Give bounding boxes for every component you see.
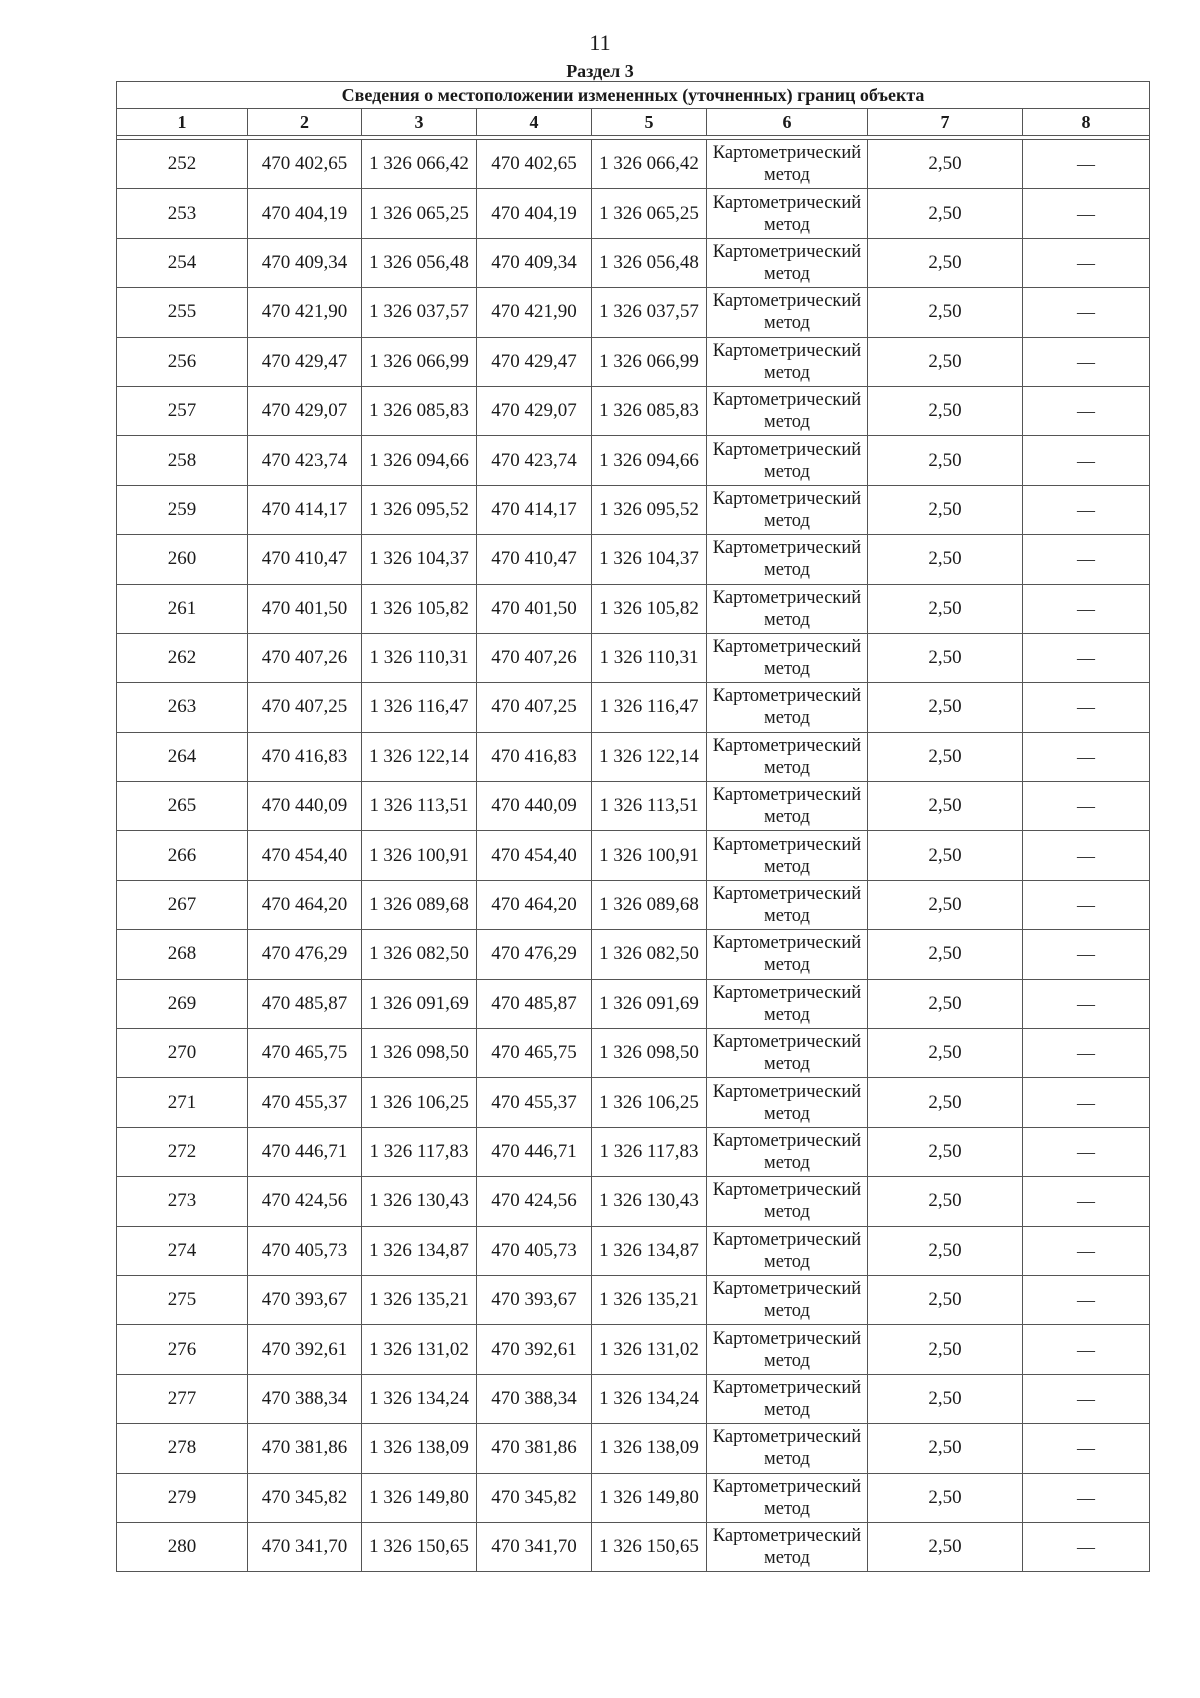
cell-refined-y: 1 326 056,48 — [592, 238, 707, 287]
table-row — [117, 1078, 1150, 1127]
cell-existing-y: 1 326 130,43 — [362, 1177, 477, 1226]
cell-description: — — [1023, 485, 1150, 534]
cell-existing-y: 1 326 089,68 — [362, 880, 477, 929]
cell-point-number: 259 — [117, 485, 248, 534]
cell-refined-x: 470 393,67 — [477, 1275, 592, 1324]
cell-existing-y: 1 326 110,31 — [362, 633, 477, 682]
cell-point-number: 255 — [117, 288, 248, 337]
section-title: Раздел 3 — [566, 61, 634, 81]
column-header-3: 3 — [362, 109, 477, 136]
cell-description: — — [1023, 1374, 1150, 1423]
cell-refined-y: 1 326 037,57 — [592, 288, 707, 337]
table-row — [117, 436, 1150, 485]
cell-accuracy: 2,50 — [868, 485, 1023, 534]
table-row — [117, 189, 1150, 238]
table-row — [117, 1275, 1150, 1324]
cell-existing-y: 1 326 134,87 — [362, 1226, 477, 1275]
table-row — [117, 1374, 1150, 1423]
cell-existing-x: 470 485,87 — [248, 979, 362, 1028]
cell-existing-x: 470 409,34 — [248, 238, 362, 287]
column-header-1: 1 — [117, 109, 248, 136]
cell-refined-x: 470 465,75 — [477, 1029, 592, 1078]
column-header-7: 7 — [868, 109, 1023, 136]
cell-description: — — [1023, 880, 1150, 929]
table-row — [117, 979, 1150, 1028]
cell-refined-x: 470 464,20 — [477, 880, 592, 929]
cell-existing-x: 470 405,73 — [248, 1226, 362, 1275]
cell-accuracy: 2,50 — [868, 584, 1023, 633]
table-row — [117, 1522, 1150, 1571]
table-row — [117, 930, 1150, 979]
cell-existing-x: 470 388,34 — [248, 1374, 362, 1423]
cell-existing-y: 1 326 134,24 — [362, 1374, 477, 1423]
cell-point-number: 257 — [117, 386, 248, 435]
cell-existing-y: 1 326 065,25 — [362, 189, 477, 238]
cell-method: Картометрический метод — [707, 1078, 868, 1127]
table-row — [117, 732, 1150, 781]
cell-existing-y: 1 326 082,50 — [362, 930, 477, 979]
cell-point-number: 256 — [117, 337, 248, 386]
cell-description: — — [1023, 633, 1150, 682]
cell-point-number: 258 — [117, 436, 248, 485]
cell-existing-x: 470 404,19 — [248, 189, 362, 238]
cell-existing-y: 1 326 095,52 — [362, 485, 477, 534]
cell-refined-y: 1 326 106,25 — [592, 1078, 707, 1127]
cell-point-number: 272 — [117, 1127, 248, 1176]
cell-accuracy: 2,50 — [868, 1029, 1023, 1078]
cell-accuracy: 2,50 — [868, 1424, 1023, 1473]
cell-existing-x: 470 381,86 — [248, 1424, 362, 1473]
cell-refined-y: 1 326 066,99 — [592, 337, 707, 386]
cell-description: — — [1023, 337, 1150, 386]
cell-method: Картометрический метод — [707, 189, 868, 238]
cell-existing-y: 1 326 150,65 — [362, 1522, 477, 1571]
cell-existing-x: 470 345,82 — [248, 1473, 362, 1522]
cell-method: Картометрический метод — [707, 1029, 868, 1078]
cell-refined-y: 1 326 089,68 — [592, 880, 707, 929]
table-row — [117, 782, 1150, 831]
table-row — [117, 288, 1150, 337]
column-header-5: 5 — [592, 109, 707, 136]
cell-existing-y: 1 326 113,51 — [362, 782, 477, 831]
cell-accuracy: 2,50 — [868, 979, 1023, 1028]
cell-description: — — [1023, 189, 1150, 238]
cell-description: — — [1023, 1127, 1150, 1176]
cell-accuracy: 2,50 — [868, 880, 1023, 929]
cell-point-number: 260 — [117, 535, 248, 584]
cell-existing-x: 470 464,20 — [248, 880, 362, 929]
cell-refined-y: 1 326 138,09 — [592, 1424, 707, 1473]
cell-description: — — [1023, 1522, 1150, 1571]
cell-refined-y: 1 326 065,25 — [592, 189, 707, 238]
cell-refined-y: 1 326 082,50 — [592, 930, 707, 979]
cell-refined-y: 1 326 100,91 — [592, 831, 707, 880]
cell-refined-x: 470 392,61 — [477, 1325, 592, 1374]
cell-refined-y: 1 326 131,02 — [592, 1325, 707, 1374]
cell-refined-x: 470 409,34 — [477, 238, 592, 287]
cell-accuracy: 2,50 — [868, 1522, 1023, 1571]
cell-refined-y: 1 326 066,42 — [592, 140, 707, 189]
cell-refined-y: 1 326 150,65 — [592, 1522, 707, 1571]
cell-method: Картометрический метод — [707, 1177, 868, 1226]
cell-accuracy: 2,50 — [868, 782, 1023, 831]
cell-existing-x: 470 407,26 — [248, 633, 362, 682]
table-row — [117, 535, 1150, 584]
cell-existing-x: 470 446,71 — [248, 1127, 362, 1176]
cell-refined-x: 470 407,26 — [477, 633, 592, 682]
cell-refined-x: 470 429,47 — [477, 337, 592, 386]
cell-existing-y: 1 326 091,69 — [362, 979, 477, 1028]
cell-description: — — [1023, 1029, 1150, 1078]
cell-description: — — [1023, 140, 1150, 189]
table-row — [117, 485, 1150, 534]
cell-accuracy: 2,50 — [868, 189, 1023, 238]
boundary-coordinates-table — [116, 81, 1150, 1572]
cell-existing-y: 1 326 135,21 — [362, 1275, 477, 1324]
cell-refined-y: 1 326 117,83 — [592, 1127, 707, 1176]
cell-point-number: 261 — [117, 584, 248, 633]
cell-refined-x: 470 454,40 — [477, 831, 592, 880]
cell-accuracy: 2,50 — [868, 140, 1023, 189]
cell-existing-x: 470 454,40 — [248, 831, 362, 880]
cell-refined-y: 1 326 134,24 — [592, 1374, 707, 1423]
cell-existing-y: 1 326 098,50 — [362, 1029, 477, 1078]
cell-point-number: 268 — [117, 930, 248, 979]
cell-refined-y: 1 326 130,43 — [592, 1177, 707, 1226]
cell-method: Картометрический метод — [707, 782, 868, 831]
cell-method: Картометрический метод — [707, 337, 868, 386]
cell-point-number: 264 — [117, 732, 248, 781]
cell-point-number: 266 — [117, 831, 248, 880]
cell-refined-x: 470 405,73 — [477, 1226, 592, 1275]
cell-existing-y: 1 326 066,42 — [362, 140, 477, 189]
cell-refined-y: 1 326 134,87 — [592, 1226, 707, 1275]
table-row — [117, 880, 1150, 929]
cell-method: Картометрический метод — [707, 732, 868, 781]
cell-accuracy: 2,50 — [868, 930, 1023, 979]
table-row — [117, 831, 1150, 880]
cell-method: Картометрический метод — [707, 140, 868, 189]
cell-accuracy: 2,50 — [868, 535, 1023, 584]
cell-point-number: 263 — [117, 683, 248, 732]
cell-existing-y: 1 326 138,09 — [362, 1424, 477, 1473]
cell-refined-y: 1 326 116,47 — [592, 683, 707, 732]
cell-accuracy: 2,50 — [868, 633, 1023, 682]
cell-method: Картометрический метод — [707, 584, 868, 633]
cell-description: — — [1023, 930, 1150, 979]
cell-description: — — [1023, 436, 1150, 485]
table-row — [117, 386, 1150, 435]
cell-point-number: 277 — [117, 1374, 248, 1423]
cell-method: Картометрический метод — [707, 386, 868, 435]
cell-existing-x: 470 414,17 — [248, 485, 362, 534]
cell-accuracy: 2,50 — [868, 831, 1023, 880]
cell-accuracy: 2,50 — [868, 1177, 1023, 1226]
cell-refined-x: 470 381,86 — [477, 1424, 592, 1473]
table-row — [117, 337, 1150, 386]
cell-refined-x: 470 416,83 — [477, 732, 592, 781]
cell-existing-y: 1 326 149,80 — [362, 1473, 477, 1522]
cell-refined-y: 1 326 122,14 — [592, 732, 707, 781]
cell-existing-x: 470 421,90 — [248, 288, 362, 337]
cell-point-number: 253 — [117, 189, 248, 238]
cell-existing-x: 470 424,56 — [248, 1177, 362, 1226]
table-row — [117, 1473, 1150, 1522]
cell-refined-x: 470 341,70 — [477, 1522, 592, 1571]
cell-point-number: 270 — [117, 1029, 248, 1078]
cell-point-number: 269 — [117, 979, 248, 1028]
table-row — [117, 1177, 1150, 1226]
cell-refined-x: 470 402,65 — [477, 140, 592, 189]
cell-refined-x: 470 485,87 — [477, 979, 592, 1028]
cell-method: Картометрический метод — [707, 1275, 868, 1324]
cell-point-number: 252 — [117, 140, 248, 189]
cell-accuracy: 2,50 — [868, 1226, 1023, 1275]
cell-existing-x: 470 410,47 — [248, 535, 362, 584]
cell-description: — — [1023, 1275, 1150, 1324]
cell-existing-x: 470 429,47 — [248, 337, 362, 386]
cell-refined-x: 470 446,71 — [477, 1127, 592, 1176]
cell-existing-y: 1 326 037,57 — [362, 288, 477, 337]
cell-point-number: 265 — [117, 782, 248, 831]
cell-method: Картометрический метод — [707, 238, 868, 287]
page-number: 11 — [589, 30, 611, 55]
cell-description: — — [1023, 386, 1150, 435]
cell-method: Картометрический метод — [707, 288, 868, 337]
cell-existing-x: 470 423,74 — [248, 436, 362, 485]
table-row — [117, 1029, 1150, 1078]
column-header-2: 2 — [248, 109, 362, 136]
cell-method: Картометрический метод — [707, 1226, 868, 1275]
cell-accuracy: 2,50 — [868, 732, 1023, 781]
cell-refined-y: 1 326 110,31 — [592, 633, 707, 682]
cell-accuracy: 2,50 — [868, 1473, 1023, 1522]
cell-point-number: 274 — [117, 1226, 248, 1275]
cell-refined-x: 470 407,25 — [477, 683, 592, 732]
cell-refined-x: 470 440,09 — [477, 782, 592, 831]
cell-existing-y: 1 326 106,25 — [362, 1078, 477, 1127]
cell-existing-x: 470 465,75 — [248, 1029, 362, 1078]
cell-method: Картометрический метод — [707, 633, 868, 682]
table-row — [117, 1226, 1150, 1275]
cell-refined-x: 470 429,07 — [477, 386, 592, 435]
cell-accuracy: 2,50 — [868, 436, 1023, 485]
table-row — [117, 140, 1150, 189]
column-header-6: 6 — [707, 109, 868, 136]
cell-refined-x: 470 345,82 — [477, 1473, 592, 1522]
cell-existing-y: 1 326 066,99 — [362, 337, 477, 386]
cell-method: Картометрический метод — [707, 485, 868, 534]
table-row — [117, 1325, 1150, 1374]
cell-existing-y: 1 326 056,48 — [362, 238, 477, 287]
cell-refined-x: 470 414,17 — [477, 485, 592, 534]
cell-accuracy: 2,50 — [868, 1325, 1023, 1374]
cell-existing-y: 1 326 117,83 — [362, 1127, 477, 1176]
cell-existing-y: 1 326 131,02 — [362, 1325, 477, 1374]
cell-refined-x: 470 476,29 — [477, 930, 592, 979]
cell-existing-x: 470 416,83 — [248, 732, 362, 781]
cell-description: — — [1023, 979, 1150, 1028]
cell-existing-y: 1 326 122,14 — [362, 732, 477, 781]
cell-description: — — [1023, 1473, 1150, 1522]
cell-method: Картометрический метод — [707, 535, 868, 584]
cell-description: — — [1023, 683, 1150, 732]
cell-refined-x: 470 404,19 — [477, 189, 592, 238]
cell-refined-y: 1 326 085,83 — [592, 386, 707, 435]
cell-refined-y: 1 326 091,69 — [592, 979, 707, 1028]
table-row — [117, 1127, 1150, 1176]
cell-accuracy: 2,50 — [868, 337, 1023, 386]
column-header-4: 4 — [477, 109, 592, 136]
cell-refined-x: 470 410,47 — [477, 535, 592, 584]
cell-point-number: 276 — [117, 1325, 248, 1374]
cell-method: Картометрический метод — [707, 979, 868, 1028]
table-row — [117, 1424, 1150, 1473]
cell-description: — — [1023, 782, 1150, 831]
cell-point-number: 254 — [117, 238, 248, 287]
cell-existing-x: 470 402,65 — [248, 140, 362, 189]
cell-method: Картометрический метод — [707, 683, 868, 732]
cell-description: — — [1023, 1424, 1150, 1473]
cell-description: — — [1023, 1226, 1150, 1275]
cell-refined-x: 470 401,50 — [477, 584, 592, 633]
cell-accuracy: 2,50 — [868, 288, 1023, 337]
cell-point-number: 267 — [117, 880, 248, 929]
cell-method: Картометрический метод — [707, 831, 868, 880]
cell-method: Картометрический метод — [707, 930, 868, 979]
cell-accuracy: 2,50 — [868, 683, 1023, 732]
cell-method: Картометрический метод — [707, 436, 868, 485]
cell-point-number: 278 — [117, 1424, 248, 1473]
cell-existing-x: 470 341,70 — [248, 1522, 362, 1571]
cell-refined-y: 1 326 105,82 — [592, 584, 707, 633]
cell-description: — — [1023, 535, 1150, 584]
cell-existing-x: 470 455,37 — [248, 1078, 362, 1127]
cell-refined-y: 1 326 113,51 — [592, 782, 707, 831]
cell-description: — — [1023, 1078, 1150, 1127]
cell-accuracy: 2,50 — [868, 1374, 1023, 1423]
cell-existing-x: 470 440,09 — [248, 782, 362, 831]
table-body — [117, 140, 1150, 1572]
cell-existing-x: 470 401,50 — [248, 584, 362, 633]
cell-point-number: 271 — [117, 1078, 248, 1127]
cell-existing-x: 470 476,29 — [248, 930, 362, 979]
cell-description: — — [1023, 831, 1150, 880]
cell-accuracy: 2,50 — [868, 238, 1023, 287]
cell-existing-y: 1 326 104,37 — [362, 535, 477, 584]
cell-refined-x: 470 455,37 — [477, 1078, 592, 1127]
cell-existing-y: 1 326 100,91 — [362, 831, 477, 880]
cell-refined-x: 470 421,90 — [477, 288, 592, 337]
cell-accuracy: 2,50 — [868, 1078, 1023, 1127]
cell-refined-x: 470 388,34 — [477, 1374, 592, 1423]
cell-method: Картометрический метод — [707, 1127, 868, 1176]
cell-existing-y: 1 326 116,47 — [362, 683, 477, 732]
cell-point-number: 273 — [117, 1177, 248, 1226]
cell-point-number: 279 — [117, 1473, 248, 1522]
column-header-row — [117, 109, 1150, 136]
cell-description: — — [1023, 288, 1150, 337]
cell-refined-y: 1 326 104,37 — [592, 535, 707, 584]
cell-existing-x: 470 429,07 — [248, 386, 362, 435]
cell-point-number: 280 — [117, 1522, 248, 1571]
cell-accuracy: 2,50 — [868, 1275, 1023, 1324]
table-row — [117, 584, 1150, 633]
cell-method: Картометрический метод — [707, 880, 868, 929]
cell-accuracy: 2,50 — [868, 1127, 1023, 1176]
cell-method: Картометрический метод — [707, 1374, 868, 1423]
cell-method: Картометрический метод — [707, 1325, 868, 1374]
cell-method: Картометрический метод — [707, 1424, 868, 1473]
cell-point-number: 275 — [117, 1275, 248, 1324]
cell-description: — — [1023, 584, 1150, 633]
cell-point-number: 262 — [117, 633, 248, 682]
cell-refined-y: 1 326 135,21 — [592, 1275, 707, 1324]
cell-refined-y: 1 326 095,52 — [592, 485, 707, 534]
cell-existing-x: 470 393,67 — [248, 1275, 362, 1324]
cell-existing-x: 470 407,25 — [248, 683, 362, 732]
cell-existing-y: 1 326 094,66 — [362, 436, 477, 485]
cell-method: Картометрический метод — [707, 1473, 868, 1522]
cell-refined-y: 1 326 098,50 — [592, 1029, 707, 1078]
cell-description: — — [1023, 1177, 1150, 1226]
cell-description: — — [1023, 1325, 1150, 1374]
cell-refined-y: 1 326 149,80 — [592, 1473, 707, 1522]
table-caption: Сведения о местоположении измененных (уточненных) границ объекта — [117, 82, 1150, 109]
cell-accuracy: 2,50 — [868, 386, 1023, 435]
cell-refined-x: 470 423,74 — [477, 436, 592, 485]
cell-existing-y: 1 326 085,83 — [362, 386, 477, 435]
cell-refined-x: 470 424,56 — [477, 1177, 592, 1226]
cell-existing-x: 470 392,61 — [248, 1325, 362, 1374]
cell-method: Картометрический метод — [707, 1522, 868, 1571]
table-row — [117, 633, 1150, 682]
table-row — [117, 238, 1150, 287]
cell-description: — — [1023, 238, 1150, 287]
table-row — [117, 683, 1150, 732]
column-header-8: 8 — [1023, 109, 1150, 136]
cell-refined-y: 1 326 094,66 — [592, 436, 707, 485]
cell-description: — — [1023, 732, 1150, 781]
cell-existing-y: 1 326 105,82 — [362, 584, 477, 633]
